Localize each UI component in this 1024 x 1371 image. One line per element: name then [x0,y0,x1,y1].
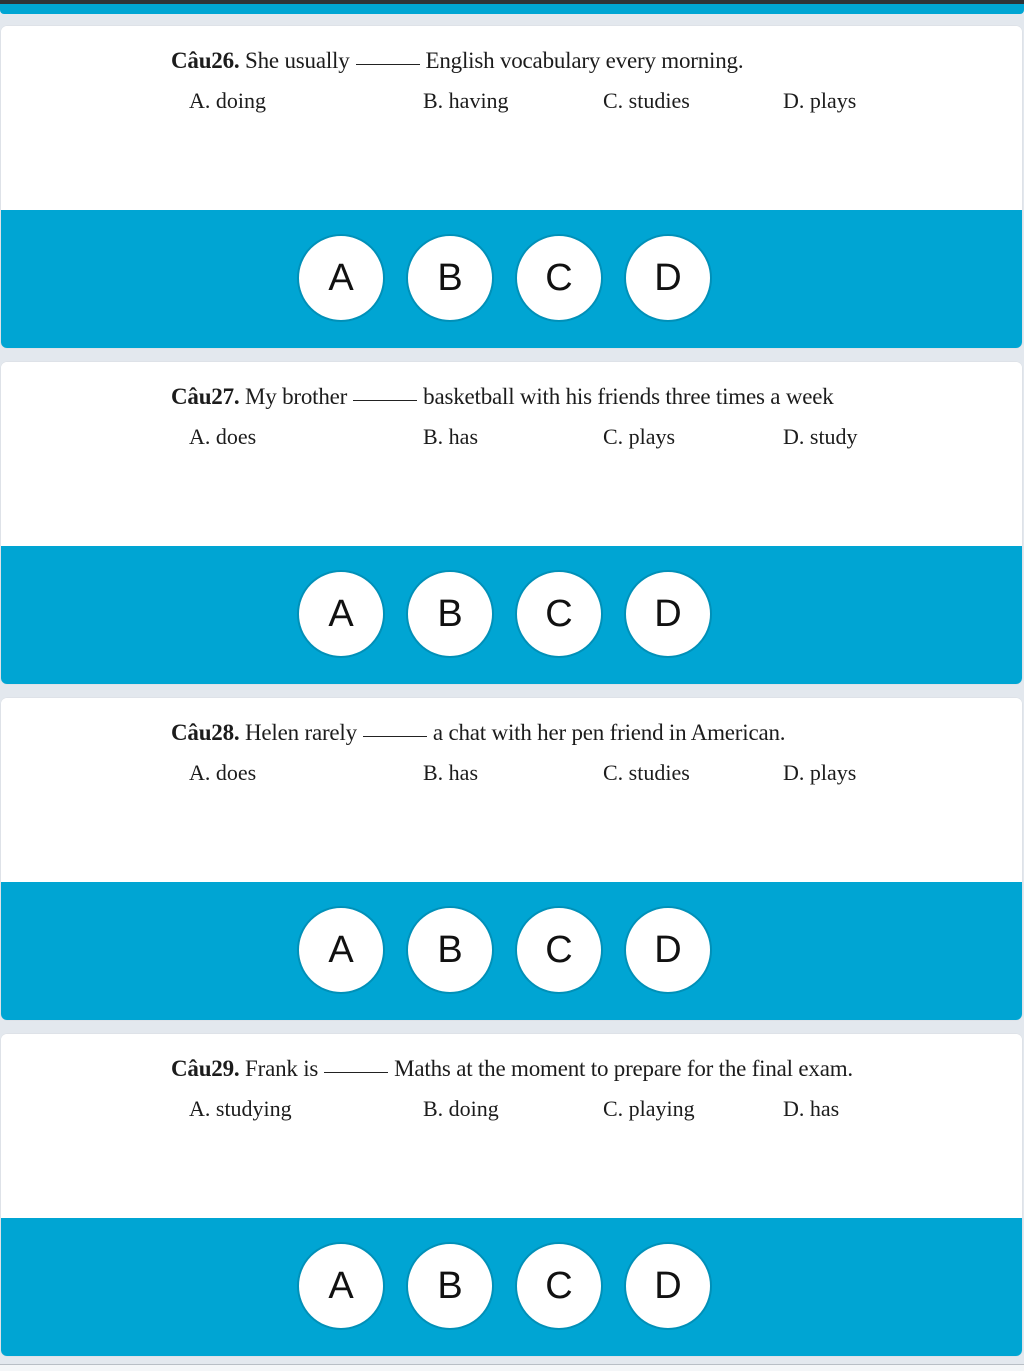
answer-button-d[interactable]: D [624,906,712,994]
question-text [171,48,743,74]
option-c: C. playing [603,1096,695,1121]
answer-button-a[interactable]: A [297,906,385,994]
answer-button-c[interactable]: C [515,234,603,322]
question-area [1,26,1022,210]
option-b: B. having [423,88,509,113]
option-d: D. has [783,1096,840,1121]
option-d: D. study [783,424,858,449]
answer-button-a[interactable]: A [297,570,385,658]
question-after-blank: Maths at the moment to prepare for the final exam. [394,1056,853,1081]
question-card-27 [1,362,1022,684]
answer-button-b[interactable]: B [406,570,494,658]
question-number: Câu28. [171,720,240,745]
question-before-blank: Helen rarely [245,720,357,745]
question-card-26 [1,26,1022,348]
answer-button-c[interactable]: C [515,1242,603,1330]
option-b: B. has [423,760,478,785]
question-card-28 [1,698,1022,1020]
option-a: A. does [189,760,257,785]
answer-blank [356,64,420,65]
answer-panel [1,882,1022,1020]
answer-blank [353,400,417,401]
question-number: Câu29. [171,1056,240,1081]
option-d: D. plays [783,88,857,113]
answer-button-c[interactable]: C [515,570,603,658]
option-a: A. studying [189,1096,292,1121]
question-area [1,698,1022,882]
answer-button-a[interactable]: A [297,234,385,322]
answer-button-d[interactable]: D [624,570,712,658]
question-text [171,384,834,410]
question-number: Câu27. [171,384,240,409]
answer-panel [1,546,1022,684]
options-row [1,1096,1022,1126]
top-accent-bar [0,0,1024,14]
question-after-blank: a chat with her pen friend in American. [432,720,786,745]
option-a: A. doing [189,88,266,113]
option-b: B. has [423,424,478,449]
question-number: Câu26. [171,48,240,73]
option-b: B. doing [423,1096,499,1121]
option-d: D. plays [783,760,857,785]
answer-button-a[interactable]: A [297,1242,385,1330]
question-after-blank: basketball with his friends three times a week [423,384,834,409]
answer-button-d[interactable]: D [624,234,712,322]
question-before-blank: My brother [245,384,348,409]
answer-panel [1,210,1022,348]
answer-button-d[interactable]: D [624,1242,712,1330]
answer-button-c[interactable]: C [515,906,603,994]
question-before-blank: She usually [245,48,350,73]
question-after-blank: English vocabulary every morning. [425,48,744,73]
answer-blank [324,1072,388,1073]
options-row [1,424,1022,454]
question-text [171,1056,853,1082]
answer-button-b[interactable]: B [406,906,494,994]
answer-panel [1,1218,1022,1356]
question-before-blank: Frank is [245,1056,319,1081]
option-c: C. studies [603,88,690,113]
question-area [1,362,1022,546]
answer-button-b[interactable]: B [406,234,494,322]
question-card-29 [1,1034,1022,1356]
answer-blank [363,736,427,737]
option-c: C. plays [603,424,676,449]
options-row [1,760,1022,790]
option-a: A. does [189,424,257,449]
question-text [171,720,785,746]
option-c: C. studies [603,760,690,785]
answer-button-b[interactable]: B [406,1242,494,1330]
options-row [1,88,1022,118]
question-area [1,1034,1022,1218]
